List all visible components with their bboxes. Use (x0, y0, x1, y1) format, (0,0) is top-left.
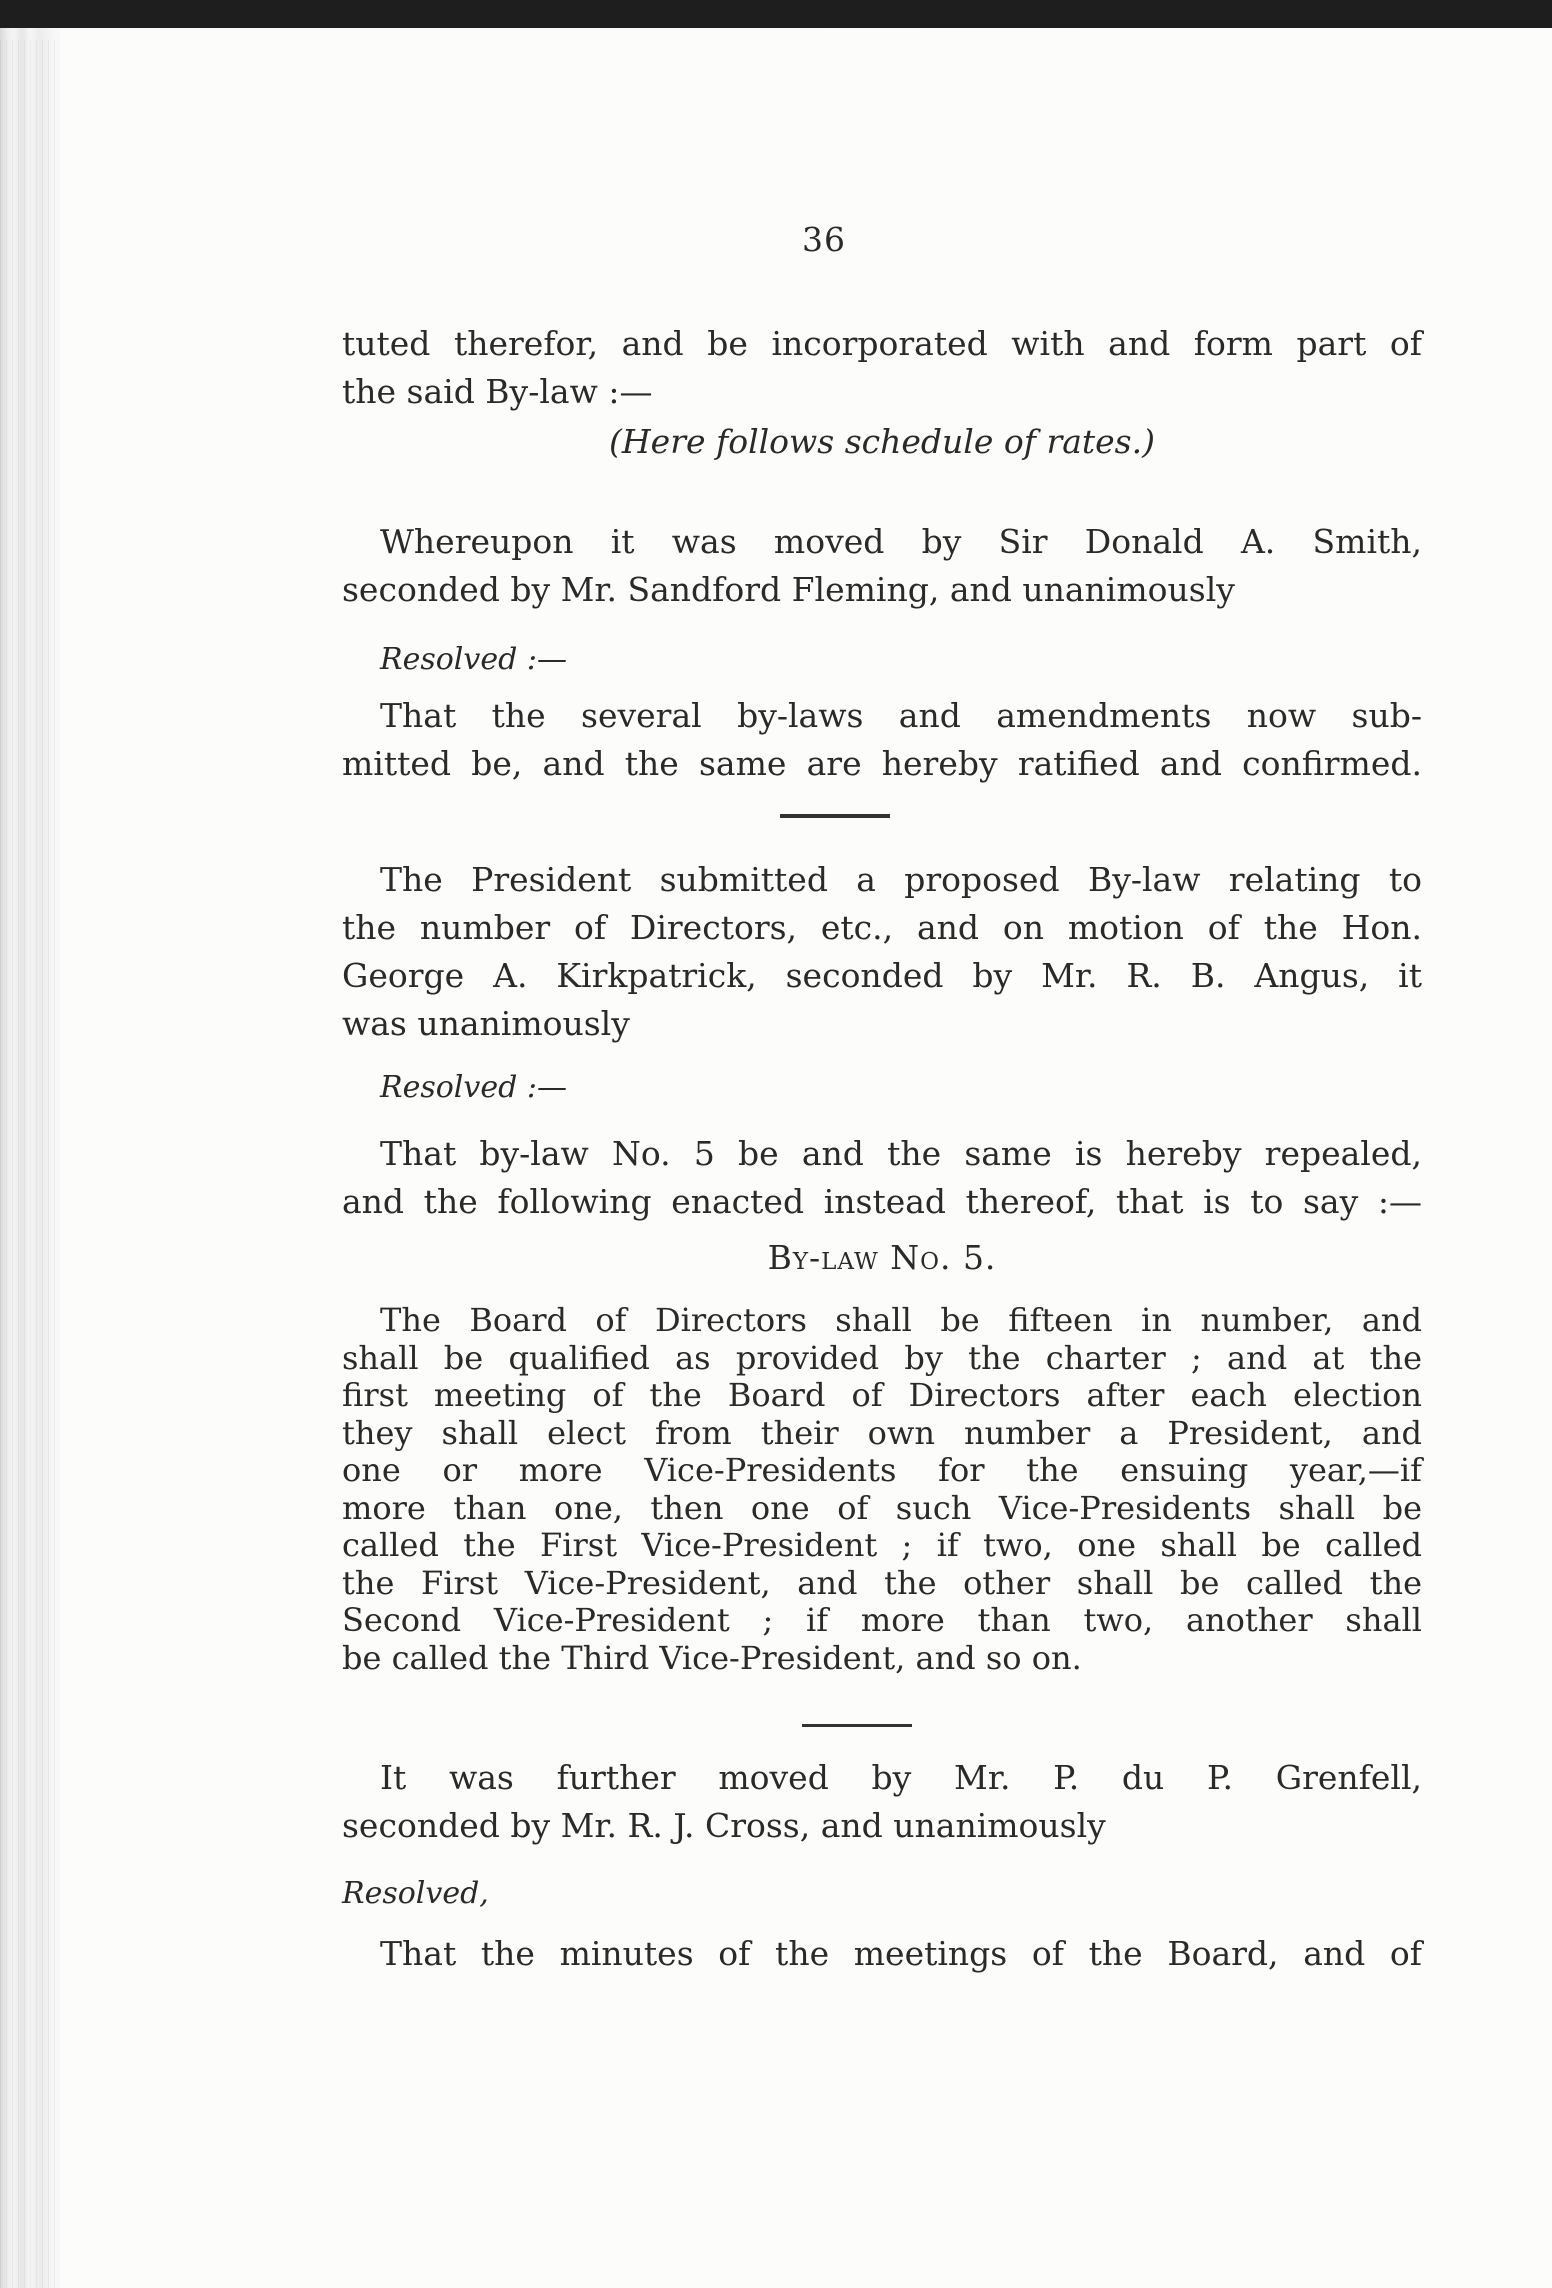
minutes-paragraph (342, 1930, 1422, 1978)
text-line: they shall elect from their own number a President, and (342, 1413, 1422, 1452)
page-edges (0, 40, 60, 2288)
page-number: 36 (802, 220, 846, 259)
grenfell-paragraph (342, 1754, 1422, 1850)
text-line: be called the Third Vice-President, and so on. (342, 1638, 1082, 1677)
bylaw-heading: By-law No. 5. (767, 1238, 997, 1277)
resolution-text (342, 692, 1422, 788)
motion-paragraph (342, 518, 1422, 614)
text-line: seconded by Mr. Sandford Fleming, and unanimously (342, 570, 1235, 609)
text-line: It was further moved by Mr. P. du P. Grenfell, (380, 1758, 1422, 1797)
resolved-heading: Resolved :— (380, 642, 567, 677)
text-line: seconded by Mr. R. J. Cross, and unanimously (342, 1806, 1106, 1845)
schedule-note: (Here follows schedule of rates.) (609, 422, 1155, 461)
text-line: was unanimously (342, 1004, 630, 1043)
bylaw-text (342, 1302, 1422, 1677)
text-line: That by-law No. 5 be and the same is hereby repealed, (380, 1134, 1422, 1173)
text-line: That the minutes of the meetings of the Board, and of (380, 1934, 1422, 1973)
text-line: tuted therefor, and be incorporated with and form part of (342, 324, 1422, 363)
resolved-heading: Resolved, (342, 1876, 489, 1911)
text-line: the First Vice-President, and the other shall be called the (342, 1563, 1422, 1602)
text-line: Whereupon it was moved by Sir Donald A. Smith, (380, 522, 1422, 561)
text-line: That the several by-laws and amendments now sub- (380, 696, 1422, 735)
text-line: first meeting of the Board of Directors after each election (342, 1376, 1422, 1414)
section-divider (780, 814, 890, 818)
paragraph-continued (342, 320, 1422, 466)
president-paragraph (342, 856, 1422, 1048)
bylaw-heading-wrap (342, 1234, 1422, 1282)
resolved-heading: Resolved :— (380, 1070, 567, 1105)
text-line: The President submitted a proposed By-law relating to (380, 860, 1422, 899)
text-line: George A. Kirkpatrick, seconded by Mr. R. B. Angus, it (342, 956, 1422, 995)
text-line: The Board of Directors shall be fifteen in number, and (380, 1301, 1422, 1339)
text-line: the said By-law :— (342, 372, 653, 411)
text-line: more than one, then one of such Vice-Presidents shall be (342, 1488, 1422, 1527)
text-line: one or more Vice-Presidents for the ensuing year,—if (342, 1451, 1422, 1489)
section-divider (802, 1724, 912, 1727)
text-line: shall be qualified as provided by the charter ; and at the (342, 1338, 1422, 1377)
text-line: and the following enacted instead thereof, that is to say :— (342, 1182, 1422, 1221)
repeal-paragraph (342, 1130, 1422, 1226)
text-line: the number of Directors, etc., and on motion of the Hon. (342, 908, 1422, 947)
text-line: Second Vice-President ; if more than two, another shall (342, 1601, 1422, 1639)
text-line: called the First Vice-President ; if two, one shall be called (342, 1526, 1422, 1564)
document-page (60, 30, 1552, 2288)
text-line: mitted be, and the same are hereby ratified and confirmed. (342, 744, 1422, 783)
